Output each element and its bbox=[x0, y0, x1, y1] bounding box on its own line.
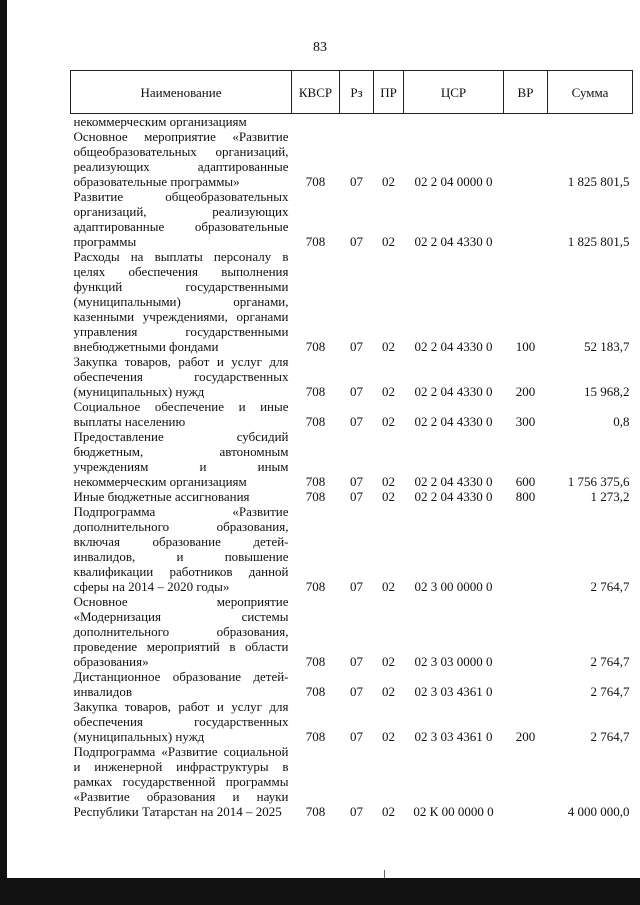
table-row bbox=[71, 594, 633, 669]
cell-pr bbox=[374, 114, 404, 130]
table-row bbox=[71, 744, 633, 819]
cell-pr: 02 bbox=[382, 804, 395, 819]
cell-vr: 800 bbox=[515, 489, 536, 504]
cell-name: Подпрограмма «Развитие социальной и инженерной инфраструктуры в рамках государственной программы «Развитие образования и науки Республики Татарстан на 2014 – 2025 bbox=[73, 744, 289, 819]
cell-name: Закупка товаров, работ и услуг для обеспечения государственных (муниципальных) нужд bbox=[73, 354, 289, 399]
cell-vr bbox=[504, 504, 548, 594]
cell-vr: 600 bbox=[515, 474, 536, 489]
cell-vr bbox=[504, 189, 548, 249]
cell-name: Социальное обеспечение и иные выплаты населению bbox=[73, 399, 289, 429]
table-header-row bbox=[71, 71, 633, 114]
cell-kvsr: 708 bbox=[305, 489, 326, 504]
cell-vr: 200 bbox=[515, 729, 536, 744]
cell-pr: 02 bbox=[382, 729, 395, 744]
cell-sum: 15 968,2 bbox=[584, 384, 630, 399]
cell-pr: 02 bbox=[382, 234, 395, 249]
cell-pr: 02 bbox=[382, 384, 395, 399]
cell-kvsr: 708 bbox=[305, 384, 326, 399]
cell-pr: 02 bbox=[382, 414, 395, 429]
table-row bbox=[71, 699, 633, 744]
cell-kvsr: 708 bbox=[305, 174, 326, 189]
cell-csr bbox=[404, 114, 504, 130]
cell-pr: 02 bbox=[382, 654, 395, 669]
cell-sum: 0,8 bbox=[613, 414, 630, 429]
table-row bbox=[71, 354, 633, 399]
cell-sum: 2 764,7 bbox=[590, 684, 630, 699]
cell-rz: 07 bbox=[350, 489, 363, 504]
cell-csr: 02 2 04 4330 0 bbox=[414, 384, 493, 399]
scan-border-bottom bbox=[0, 878, 640, 905]
cell-sum: 2 764,7 bbox=[590, 654, 630, 669]
table-row bbox=[71, 114, 633, 130]
cell-rz: 07 bbox=[350, 234, 363, 249]
cell-rz: 07 bbox=[350, 729, 363, 744]
cell-rz: 07 bbox=[350, 414, 363, 429]
cell-sum: 2 764,7 bbox=[590, 579, 630, 594]
cell-pr: 02 bbox=[382, 174, 395, 189]
cell-rz bbox=[340, 114, 374, 130]
cell-csr: 02 К 00 0000 0 bbox=[413, 804, 494, 819]
cell-csr: 02 3 00 0000 0 bbox=[414, 579, 493, 594]
cell-name: Закупка товаров, работ и услуг для обеспечения государственных (муниципальных) нужд bbox=[73, 699, 289, 744]
cell-kvsr: 708 bbox=[305, 729, 326, 744]
cell-kvsr: 708 bbox=[305, 684, 326, 699]
cell-sum: 1 825 801,5 bbox=[567, 234, 630, 249]
cell-name: Основное мероприятие «Развитие общеобразовательных организаций, реализующих адаптированные образовательные программы» bbox=[73, 129, 289, 189]
cell-sum: 4 000 000,0 bbox=[567, 804, 630, 819]
cell-rz: 07 bbox=[350, 684, 363, 699]
cell-csr: 02 3 03 0000 0 bbox=[414, 654, 493, 669]
cell-kvsr bbox=[292, 114, 340, 130]
cell-kvsr: 708 bbox=[305, 414, 326, 429]
cell-name: Предоставление субсидий бюджетным, автономным учреждениям и иным некоммерческим организациям bbox=[73, 429, 289, 489]
scan-border-left bbox=[0, 0, 7, 905]
page-number: 83 bbox=[313, 40, 327, 55]
cell-name: Дистанционное образование детей-инвалидов bbox=[73, 669, 289, 699]
cell-vr: 200 bbox=[515, 384, 536, 399]
cell-pr: 02 bbox=[382, 474, 395, 489]
table-row bbox=[71, 189, 633, 249]
header-csr: ЦСР bbox=[404, 71, 504, 114]
table-row bbox=[71, 504, 633, 594]
cell-csr: 02 3 03 4361 0 bbox=[414, 684, 493, 699]
cell-sum: 2 764,7 bbox=[590, 729, 630, 744]
cell-kvsr: 708 bbox=[305, 579, 326, 594]
cell-name: Иные бюджетные ассигнования bbox=[73, 489, 250, 504]
cell-csr: 02 2 04 0000 0 bbox=[414, 174, 493, 189]
header-pr: ПР bbox=[374, 71, 404, 114]
cell-csr: 02 2 04 4330 0 bbox=[414, 474, 493, 489]
cell-vr bbox=[504, 669, 548, 699]
cell-kvsr: 708 bbox=[305, 474, 326, 489]
cell-vr bbox=[504, 594, 548, 669]
cell-sum: 52 183,7 bbox=[584, 339, 630, 354]
cell-sum: 1 825 801,5 bbox=[567, 174, 630, 189]
cell-rz: 07 bbox=[350, 654, 363, 669]
cell-vr: 100 bbox=[515, 339, 536, 354]
cell-rz: 07 bbox=[350, 339, 363, 354]
cell-vr bbox=[504, 129, 548, 189]
header-sum: Сумма bbox=[548, 71, 633, 114]
header-name: Наименование bbox=[71, 71, 292, 114]
table-row bbox=[71, 669, 633, 699]
cell-kvsr: 708 bbox=[305, 654, 326, 669]
cell-name: Основное мероприятие «Модернизация системы дополнительного образования, проведение мероприятий в области образования» bbox=[73, 594, 289, 669]
cell-name: Развитие общеобразовательных организаций, реализующих адаптированные образовательные программы bbox=[73, 189, 289, 249]
cell-vr bbox=[504, 114, 548, 130]
table-row bbox=[71, 429, 633, 489]
table-row bbox=[71, 489, 633, 504]
cell-rz: 07 bbox=[350, 174, 363, 189]
cell-sum: 1 273,2 bbox=[590, 489, 630, 504]
cell-vr bbox=[504, 744, 548, 819]
budget-table bbox=[70, 70, 633, 819]
table-row bbox=[71, 399, 633, 429]
cell-name: некоммерческим организациям bbox=[73, 114, 247, 129]
cell-csr: 02 2 04 4330 0 bbox=[414, 414, 493, 429]
cell-rz: 07 bbox=[350, 384, 363, 399]
cell-pr: 02 bbox=[382, 684, 395, 699]
scan-mark bbox=[384, 870, 385, 878]
cell-pr: 02 bbox=[382, 489, 395, 504]
cell-kvsr: 708 bbox=[305, 339, 326, 354]
table-row bbox=[71, 249, 633, 354]
cell-pr: 02 bbox=[382, 339, 395, 354]
cell-name: Расходы на выплаты персоналу в целях обеспечения выполнения функций государственными (муниципальными) органами, казенными учреждениями, органами управления государственными внебюджетными фондами bbox=[73, 249, 289, 354]
cell-name: Подпрограмма «Развитие дополнительного образования, включая образование детей-инвалидов, и повышение квалификации работников данной сферы на 2014 – 2020 годы» bbox=[73, 504, 289, 594]
cell-pr: 02 bbox=[382, 579, 395, 594]
table-row bbox=[71, 129, 633, 189]
cell-rz: 07 bbox=[350, 474, 363, 489]
cell-csr: 02 2 04 4330 0 bbox=[414, 489, 493, 504]
header-vr: ВР bbox=[504, 71, 548, 114]
cell-vr: 300 bbox=[515, 414, 536, 429]
cell-csr: 02 2 04 4330 0 bbox=[414, 234, 493, 249]
header-rz: Рз bbox=[340, 71, 374, 114]
cell-csr: 02 3 03 4361 0 bbox=[414, 729, 493, 744]
cell-kvsr: 708 bbox=[305, 234, 326, 249]
cell-rz: 07 bbox=[350, 579, 363, 594]
header-kvsr: КВСР bbox=[292, 71, 340, 114]
cell-csr: 02 2 04 4330 0 bbox=[414, 339, 493, 354]
cell-rz: 07 bbox=[350, 804, 363, 819]
cell-sum: 1 756 375,6 bbox=[567, 474, 630, 489]
cell-kvsr: 708 bbox=[305, 804, 326, 819]
cell-sum bbox=[548, 114, 633, 130]
